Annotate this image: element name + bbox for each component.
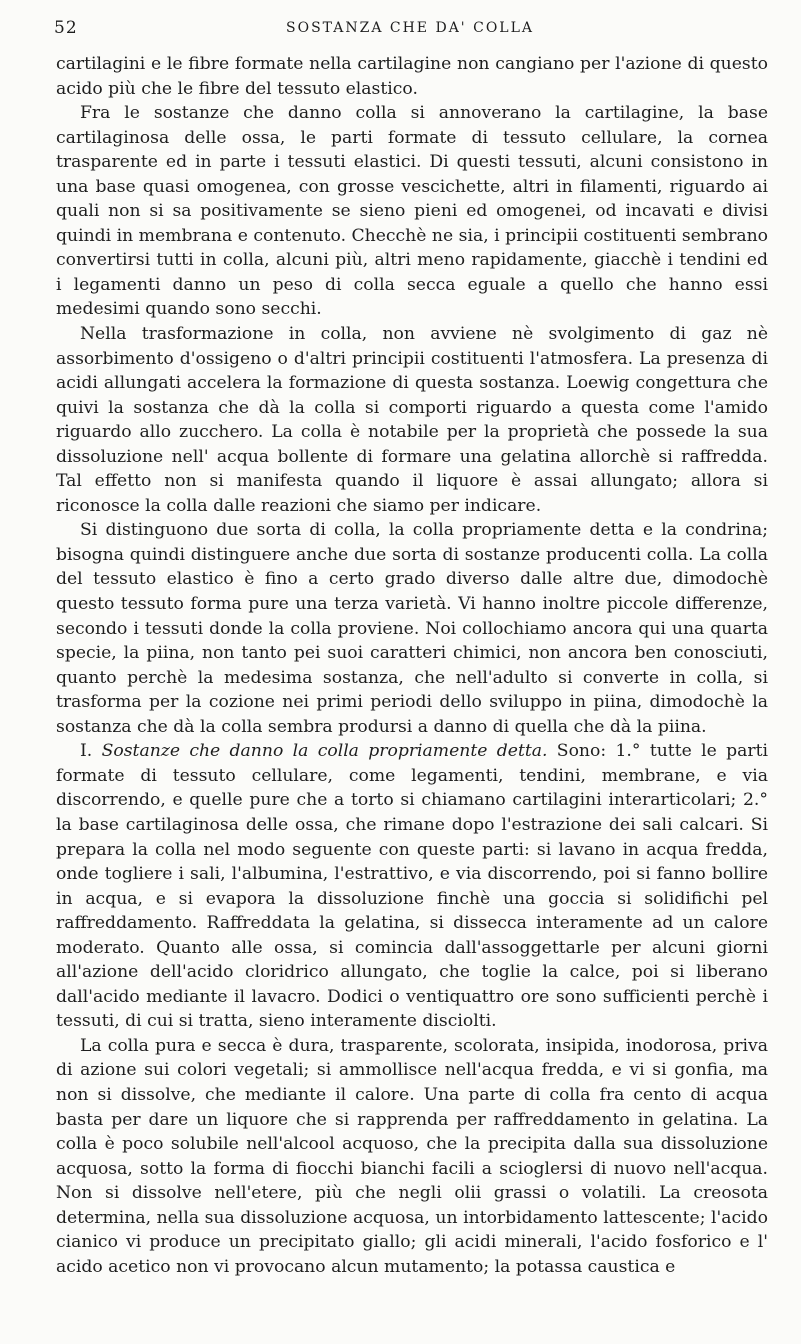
paragraph-text: cartilagini e le fibre formate nella cartilagine non cangiano per l'azione di questo acido più che le fibre del tessuto elastico. (56, 54, 768, 99)
running-title: SOSTANZA CHE DA' COLLA (286, 20, 534, 36)
section-heading: Sostanze che danno la colla propriamente detta. (101, 741, 548, 762)
paragraph-sources (56, 101, 768, 322)
paragraph-text: Fra le sostanze che danno colla si annoverano la cartilagine, la base cartilaginosa delle ossa, le parti formate di tessuto cellulare, la cornea trasparente ed in parte i tessuti elastici. Di questi tessuti, alcuni consistono in una base quasi omogenea, con grosse vescichette, altri in filamenti, riguardo ai quali non si sa positivamente se sieno pieni ed omogenei, od incavati e divisi quindi in membrana e contenuto. Checchè ne sia, i principii costituenti sembrano convertirsi tutti in colla, alcuni più, altri meno rapidamente, giacchè i tendini ed i legamenti danno un peso di colla secca eguale a quello che hanno essi medesimi quando sono secchi. (56, 103, 768, 320)
paragraph-text: Si distinguono due sorta di colla, la colla propriamente detta e la condrina; bisogna quindi distinguere anche due sorta di sostanze producenti colla. La colla del tessuto elastico è fino a certo grado diverso dalle altre due, dimodochè questo tessuto forma pure una terza varietà. Vi hanno inoltre piccole differenze, secondo i tessuti donde la colla proviene. Noi collochiamo ancora qui una quarta specie, la piina, non tanto pei suoi caratteri chimici, non ancora ben conosciuti, quanto perchè la medesima sostanza, che nell'adulto si converte in colla, si trasforma per la cozione nei primi periodi dello sviluppo in piina, dimodochè la sostanza che dà la colla sembra prodursi a danno di quella che dà la piina. (56, 520, 768, 737)
paragraph-transformation (56, 322, 768, 518)
page-number: 52 (54, 18, 78, 38)
section-number: I. (80, 741, 102, 762)
body-text (56, 52, 768, 1279)
paragraph-kinds (56, 518, 768, 739)
page-header (54, 18, 766, 44)
paragraph-text: Nella trasformazione in colla, non avviene nè svolgimento di gaz nè assorbimento d'ossigeno o d'altri principii costituenti l'atmosfera. La presenza di acidi allungati accelera la formazione di questa sostanza. Loewig congettura che quivi la sostanza che dà la colla si comporti riguardo a questa come l'amido riguardo allo zucchero. La colla è notabile per la proprietà che possede la sua dissoluzione nell' acqua bollente di formare una gelatina allorchè si raffredda. Tal effetto non si manifesta quando il liquore è assai allungato; allora si riconosce la colla dalle reazioni che siamo per indicare. (56, 324, 768, 516)
paragraph-continuation (56, 52, 768, 101)
paragraph-section-one (56, 739, 768, 1034)
paragraph-text: La colla pura e secca è dura, trasparente, scolorata, insipida, inodorosa, priva di azione sui colori vegetali; si ammollisce nell'acqua fredda, e vi si gonfia, ma non si dissolve, che mediante il calore. Una parte di colla fra cento di acqua basta per dare un liquore che si rapprenda per raffreddamento in gelatina. La colla è poco solubile nell'alcool acquoso, che la precipita dalla sua dissoluzione acquosa, sotto la forma di fiocchi bianchi facili a scioglersi di nuovo nell'acqua. Non si dissolve nell'etere, più che negli olii grassi o volatili. La creosota determina, nella sua dissoluzione acquosa, un intorbidamento lattescente; l'acido cianico vi produce un precipitato giallo; gli acidi minerali, l'acido fosforico e l' acido acetico non vi provocano alcun mutamento; la potassa caustica e (56, 1035, 768, 1277)
paragraph-text: Sono: 1.° tutte le parti formate di tessuto cellulare, come legamenti, tendini, membrane, e via discorrendo, e quelle pure che a torto si chiamano cartilagini interarticolari; 2.° la base cartilaginosa delle ossa, che rimane dopo l'estrazione dei sali calcari. Si prepara la colla nel modo seguente con queste parti: si lavano in acqua fredda, onde togliere i sali, l'albumina, l'estrattivo, e via discorrendo, poi si fanno bollire in acqua, e si evapora la dissoluzione finchè una goccia si solidifichi pel raffreddamento. Raffreddata la gelatina, si dissecca interamente ad un calore moderato. Quanto alle ossa, si comincia dall'assoggettarle per alcuni giorni all'azione dell'acido cloridrico allungato, che toglie la calce, poi si liberano dall'acido mediante il lavacro. Dodici o ventiquattro ore sono sufficienti perchè i tessuti, di cui si tratta, sieno interamente disciolti. (56, 741, 769, 1032)
paragraph-properties (56, 1034, 768, 1279)
